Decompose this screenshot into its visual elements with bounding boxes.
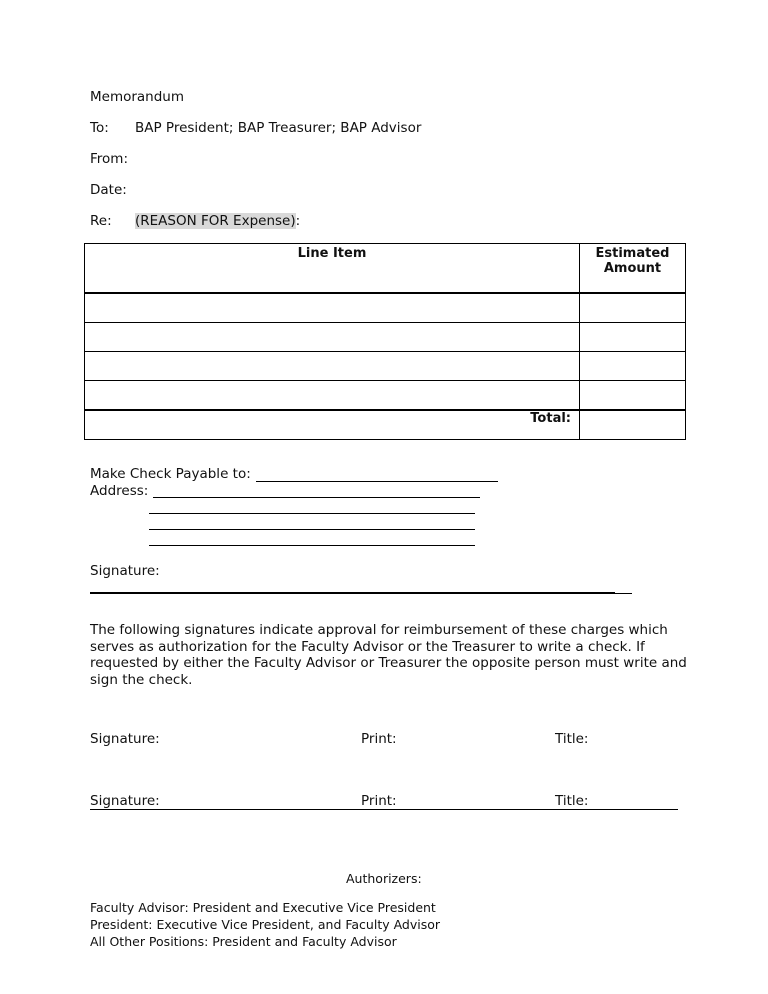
amount-cell[interactable] [580,323,686,352]
address-line-4[interactable] [149,545,475,546]
re-colon: : [295,213,301,229]
amount-cell[interactable] [580,352,686,381]
expense-table [84,243,686,440]
approval-print-label: Print: [361,793,397,809]
address-line-2[interactable] [149,513,475,514]
address-line-3[interactable] [149,529,475,530]
table-row [85,293,686,323]
line-item-cell[interactable] [85,293,580,323]
check-payable-line[interactable] [256,481,498,482]
total-amount-cell[interactable] [580,410,686,440]
signature-line[interactable] [90,592,615,594]
memo-title: Memorandum [90,89,185,105]
approval-paragraph: The following signatures indicate approval for reimbursement of these charges which serves as authorization for the Faculty Advisor or the Treasurer to write a check. If requested by either the Faculty Advisor or Treasurer the opposite person must write and sign the check. [90,622,687,688]
total-row [85,410,686,440]
address-label: Address: [90,483,149,499]
re-label: Re: [90,213,112,229]
approval-title-label: Title: [555,793,589,809]
table-row [85,352,686,381]
total-label: Total: [85,410,580,440]
table-row [85,381,686,411]
estimated-amount-header-line1: Estimated [595,246,670,261]
line-item-cell[interactable] [85,352,580,381]
authorizers-heading: Authorizers: [346,871,422,886]
approval-signature-label: Signature: [90,793,160,809]
estimated-amount-header [580,244,686,294]
approval-title-label: Title: [555,731,589,747]
approval-signature-line[interactable] [90,809,678,810]
re-value[interactable]: (REASON FOR Expense) [135,213,296,229]
re-field[interactable] [135,213,300,229]
authorizer-line: Faculty Advisor: President and Executive Vice President [90,900,436,915]
signature-label: Signature: [90,563,160,579]
amount-cell[interactable] [580,381,686,411]
approval-signature-label: Signature: [90,731,160,747]
estimated-amount-header-line2: Amount [603,261,662,276]
signature-line-tail [615,593,632,594]
authorizer-line: President: Executive Vice President, and Faculty Advisor [90,917,441,932]
table-header-row [85,244,686,294]
date-label: Date: [90,182,127,198]
approval-print-label: Print: [361,731,397,747]
to-value: BAP President; BAP Treasurer; BAP Advisor [135,120,422,136]
authorizer-line: All Other Positions: President and Faculty Advisor [90,934,397,949]
amount-cell[interactable] [580,293,686,323]
line-item-cell[interactable] [85,381,580,411]
to-label: To: [90,120,109,136]
from-label: From: [90,151,128,167]
check-payable-label: Make Check Payable to: [90,466,251,482]
line-item-header: Line Item [85,244,580,294]
line-item-cell[interactable] [85,323,580,352]
table-row [85,323,686,352]
address-line-1[interactable] [153,497,480,498]
